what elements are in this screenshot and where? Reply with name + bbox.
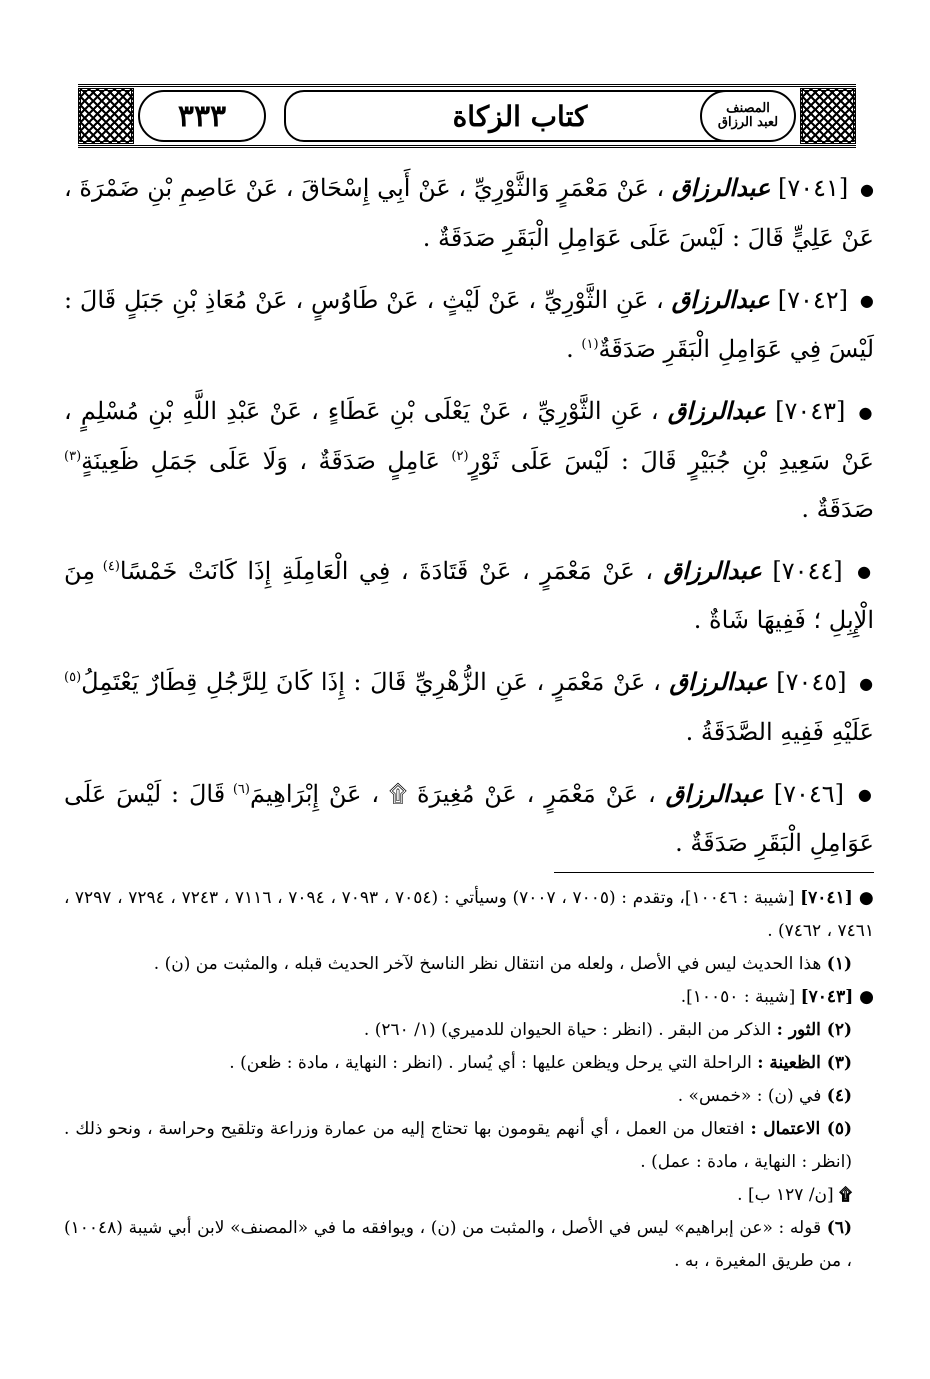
hadith-entry xyxy=(64,547,874,645)
chapter-title-frame xyxy=(284,90,756,142)
hadith-text: قَالَ : لَيْسَ عَلَى عَوَامِلِ الْبَقَرِ صَدَقَةٌ . xyxy=(64,779,874,857)
footnote-ref: (١) xyxy=(581,337,599,352)
footnote xyxy=(64,1047,874,1080)
book-logo-top: المصنف xyxy=(726,101,770,117)
hadith-text: صَدَقَةٌ . xyxy=(801,494,874,523)
footnotes xyxy=(64,882,874,1278)
hadith-number: [٧٠٤٤] xyxy=(772,556,843,585)
footnote-marker: ● [٧٠٤٣] xyxy=(800,987,874,1007)
bullet-icon: ● xyxy=(859,179,874,199)
hadith-author: عبدالرزاق xyxy=(669,667,768,696)
bullet-icon: ● xyxy=(859,673,874,693)
chapter-title: كتاب الزكاة xyxy=(452,99,588,133)
bullet-icon: ● xyxy=(857,562,874,581)
hadith-entry xyxy=(64,164,874,262)
footnote xyxy=(64,1113,874,1179)
footnote xyxy=(64,882,874,948)
footnote xyxy=(64,1014,874,1047)
footnote-text: قوله : «عن إبراهيم» ليس في الأصل ، والمثبت من (ن) ، ويوافقه ما في «المصنف» لابن أبي شيبة (١٠٠٤٨) ، من طريق المغيرة ، به . xyxy=(64,1218,852,1271)
hadith-number: [٧٠٤٢] xyxy=(777,285,849,314)
footnote-text: افتعال من العمل ، أي أنهم يقومون بها تحتاج إليه من عمارة وزراعة وتلقيح وحراسة ، ونحو ذلك . (انظر : النهاية ، مادة : عمل) . xyxy=(64,1119,852,1172)
footnote-text: في (ن) : «خمس» . xyxy=(677,1086,822,1106)
hadith-author: عبدالرزاق xyxy=(671,284,770,314)
hadith-author: عبدالرزاق xyxy=(665,778,764,808)
bullet-icon: ● xyxy=(858,402,874,422)
footnote-ref: (٣) xyxy=(64,448,82,464)
footnote xyxy=(64,1080,874,1113)
footnote-marker: (٢) الثور : xyxy=(776,1020,852,1040)
footnote-text: [شيبة : ١٠٠٤٦]، وتقدم : (٧٠٠٥ ، ٧٠٠٧) وسيأتي : (٧٠٥٤ ، ٧٠٩٣ ، ٧٠٩٤ ، ٧١١٦ ، ٧٢٤٣ ، ٧٢٩٤ ، ٧٢٩٧ ، ٧٤٦١ ، ٧٤٦٢) . xyxy=(64,888,874,941)
footnote-divider xyxy=(554,872,874,873)
hadith-text: ، عَنْ مَعْمَرٍ ، عَنِ الزُّهْرِيِّ قَالَ : إِذَا كَانَ لِلرَّجُلِ قِطَارٌ يَعْتَمِلُ xyxy=(81,668,661,696)
footnote xyxy=(64,948,874,981)
hadith-text: مِنَ الْإِبِلِ ؛ فَفِيهَا شَاةٌ . xyxy=(64,556,874,634)
page-number: ٣٣٣ xyxy=(177,98,227,134)
footnote-marker: (٣) الظعينة : xyxy=(757,1053,852,1073)
hadith-entry xyxy=(64,276,874,374)
hadith-number: [٧٠٤٣] xyxy=(775,397,846,425)
hadith-text: ، عَنْ مَعْمَرٍ ، عَنْ قَتَادَةَ ، فِي الْعَامِلَةِ إِذَا كَانَتْ خَمْسًا xyxy=(119,556,654,585)
footnote-text: الراحلة التي يرحل ويظعن عليها : أي يُسار . (انظر : النهاية ، مادة : ظعن) . xyxy=(229,1053,752,1073)
footnote-text: الذكر من البقر . (انظر : حياة الحيوان للدميري) (١/ ٢٦٠) . xyxy=(363,1020,772,1040)
hadith-author: عبدالرزاق xyxy=(667,396,766,425)
hadith-entry xyxy=(64,387,874,533)
footnote-ref: (٦) xyxy=(232,781,250,797)
hadith-text: عَلَيْهِ فَفِيهِ الصَّدَقَةُ . xyxy=(685,717,874,746)
footnote-text: [ن/ ١٢٧ ب] . xyxy=(737,1185,834,1205)
footnote-marker: (٤) xyxy=(826,1086,852,1106)
hadith-number: [٧٠٤٥] xyxy=(776,668,847,696)
footnote-ref: (٥) xyxy=(64,670,82,685)
footnote xyxy=(64,981,874,1014)
footnote-marker: (٦) xyxy=(826,1218,852,1238)
book-logo xyxy=(700,90,796,142)
hadith-text: ، عَنْ مَعْمَرٍ وَالثَّوْرِيِّ ، عَنْ أَبِي إِسْحَاقَ ، عَنْ عَاصِمِ بْنِ ضَمْرَةَ ، عَنْ عَلِيٍّ قَالَ : لَيْسَ عَلَى عَوَامِلِ الْبَقَرِ صَدَقَةٌ . xyxy=(64,174,874,252)
hadith-entry xyxy=(64,770,874,868)
footnote-text: [شيبة : ١٠٠٥٠]. xyxy=(680,987,796,1007)
hadith-text: ، عَنِ الثَّوْرِيِّ ، عَنْ يَعْلَى بْنِ عَطَاءٍ ، عَنْ عَبْدِ اللَّهِ بْنِ مُسْلِمٍ ، عَنْ سَعِيدِ بْنِ جُبَيْرٍ قَالَ : لَيْسَ عَلَى ثَوْرٍ xyxy=(64,397,875,475)
bullet-icon: ● xyxy=(857,785,874,804)
hadith-text: ، عَنِ الثَّوْرِيِّ ، عَنْ لَيْثٍ ، عَنْ طَاوُسٍ ، عَنْ مُعَاذِ بْنِ جَبَلٍ قَالَ : لَيْسَ فِي عَوَامِلِ الْبَقَرِ صَدَقَةٌ xyxy=(64,285,874,363)
page-number-frame xyxy=(138,90,266,142)
footnote-text: هذا الحديث ليس في الأصل ، ولعله من انتقال نظر الناسخ لآخر الحديث قبله ، والمثبت من (ن) . xyxy=(153,954,822,974)
main-text xyxy=(64,164,874,881)
hadith-number: [٧٠٤٦] xyxy=(773,779,844,808)
footnote xyxy=(64,1212,874,1278)
footnote xyxy=(64,1179,874,1212)
footnote-marker: (١) xyxy=(826,954,852,974)
hadith-entry xyxy=(64,658,874,756)
hadith-author: عبدالرزاق xyxy=(663,555,762,585)
hadith-text: ، عَنْ مَعْمَرٍ ، عَنْ مُغِيرَةَ ۩ ، عَنْ إِبْرَاهِيمَ xyxy=(249,779,656,808)
hadith-text: عَامِلٍ صَدَقَةٌ ، وَلَا عَلَى جَمَلِ ظَعِينَةٍ xyxy=(81,446,452,475)
footnote-ref: (٢) xyxy=(451,448,469,464)
book-logo-bottom: لعبد الرزاق xyxy=(717,115,779,130)
footnote-marker: ۩ xyxy=(839,1185,852,1205)
header-ornament-right xyxy=(800,88,856,144)
hadith-author: عبدالرزاق xyxy=(672,173,771,202)
bullet-icon: ● xyxy=(859,291,874,310)
footnote-marker: ● [٧٠٤١] xyxy=(800,888,875,908)
footnote-marker: (٥) الاعتمال : xyxy=(750,1119,852,1139)
hadith-number: [٧٠٤١] xyxy=(777,174,849,202)
header-ornament-left xyxy=(78,88,134,144)
hadith-text-tail: . xyxy=(566,335,582,363)
page-header xyxy=(78,84,856,148)
footnote-ref: (٤) xyxy=(102,558,120,574)
